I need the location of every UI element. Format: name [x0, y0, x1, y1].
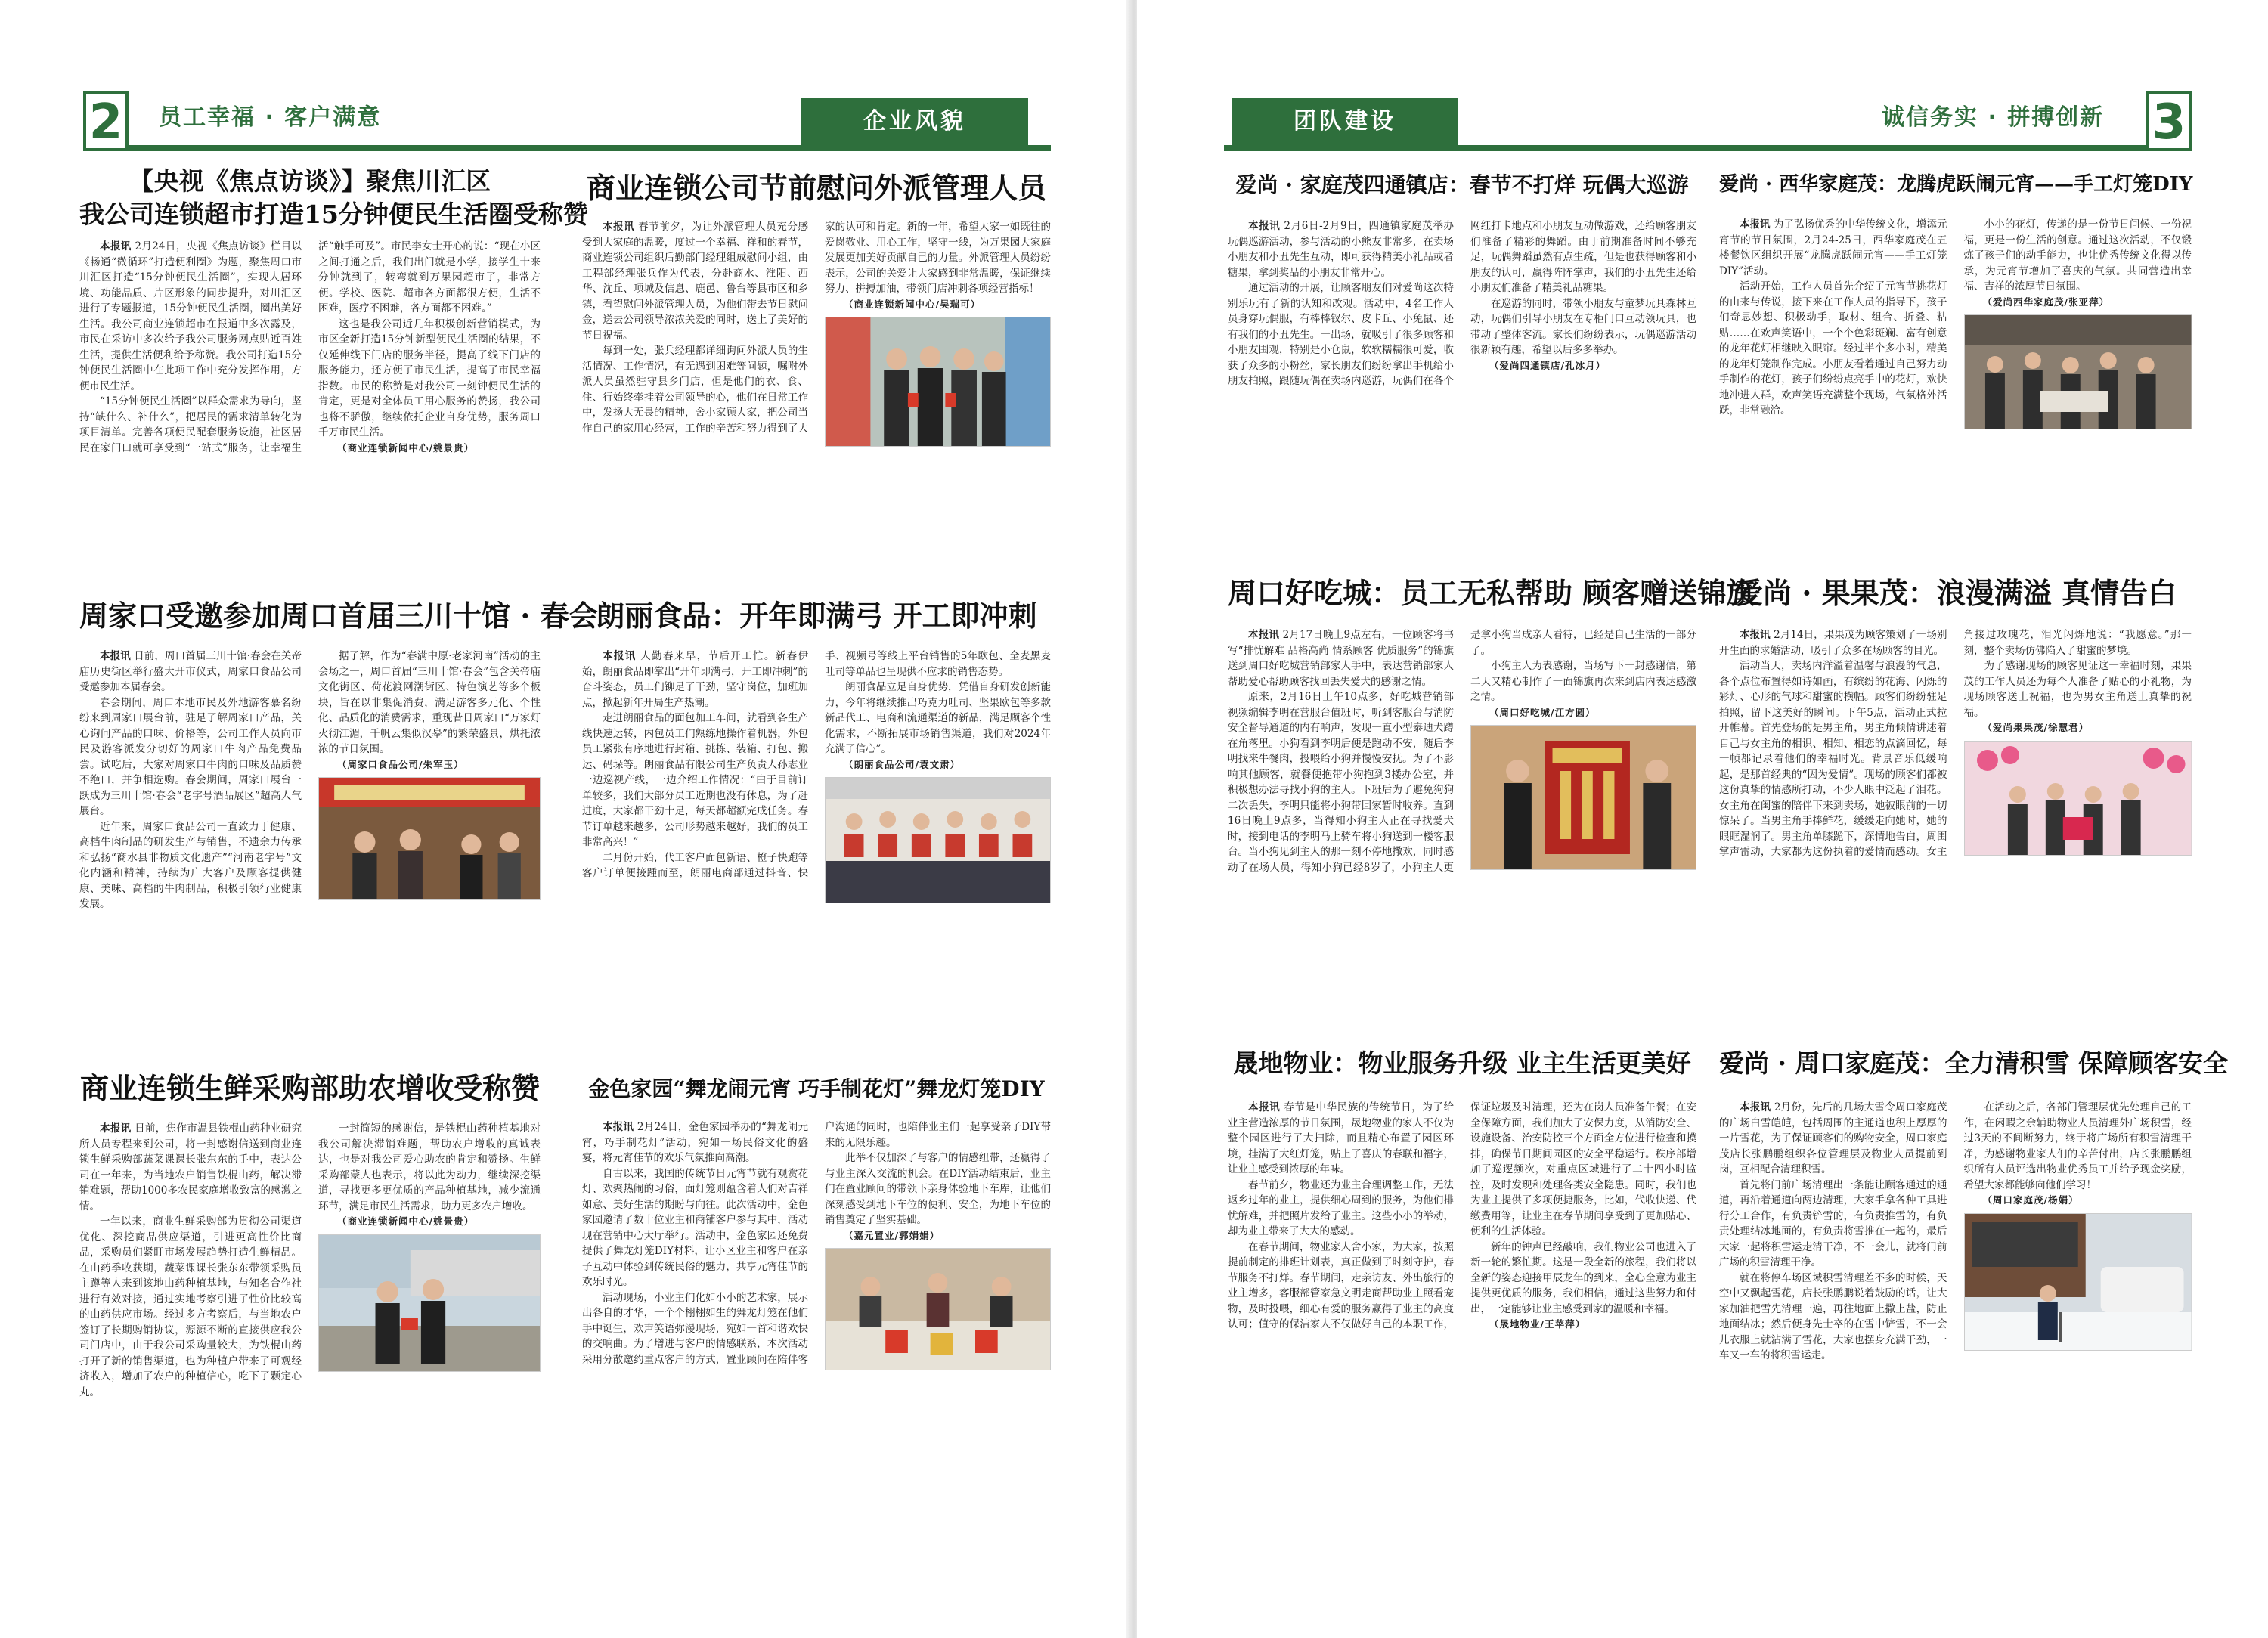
article-body: [1228, 627, 1696, 875]
photo-langli-team: [825, 777, 1051, 903]
paragraph: 春节是中华民族的传统节日，为了给业主营造浓厚的节日氛围，晟地物业的家人不仅为整个园区进行了大扫除，而且精心布置了园区环境，挂满了大红灯笼，贴上了喜庆的春联和福字，让业主感受到浓厚的年味。: [1228, 1101, 1455, 1175]
left-header-bar: [83, 91, 1051, 151]
paragraph: 朗丽食品立足自身优势，凭借自身研发创新能力，今年将继续推出巧克力吐司、坚果欧包等多款新品代工、电商和流通渠道的新品，满足顾客个性化需求，不断拓展市场销售渠道，我们对2024年充满了信心”。: [825, 681, 1051, 755]
paragraph: 此举不仅加深了与客户的情感纽带，还赢得了与业主深入交流的机会。在DIY活动结束后，业主们在置业顾问的带领下亲身体验地下车库，让他们深刻感受到地下车位的便利、安全，为地下车位的销售奠定了坚实基础。: [825, 1152, 1051, 1226]
paragraph: 2月17日晚上9点左右，一位顾客将书写“排忧解难 品格高尚 情系顾客 优质服务”的锦旗送到周口好吃城营销部家人手中，表达营销部家人帮助爱心帮助顾客找回丢失爱犬的感谢之情。: [1228, 629, 1454, 688]
lead-label: 本报讯: [603, 221, 635, 233]
paragraph: 2月6日-2月9日，四通镇家庭茂举办玩偶巡游活动，参与活动的小熊友非常多，在卖场小朋友和小丑先生互动，即可获得精美小礼品或者糖果，拿到奖品的小朋友非常开心。: [1228, 220, 1455, 279]
lead-label: 本报讯: [1740, 1101, 1771, 1113]
photo-zhoukou-booth: [318, 777, 541, 900]
paragraph: 就在将停车场区域积雪清理差不多的时候，天空中又飘起雪花，店长张鹏鹏说着鼓励的话，让大家加油把雪先清理一遍，再往地面上撒上盐，防止地面结冰；然后便身先士卒的在雪中铲雪，不一会儿衣服上就沾满了雪花，大家也摆身充满干劲，一车又一车的将积雪运走。: [1719, 1271, 1947, 1361]
article-aishang-xihua: [1719, 170, 2192, 563]
paragraph: 在巡游的同时，带领小朋友与童梦玩具森林互动，玩偶们引导小朋友在专柜门口互动领玩具，也带动了整体客流。家长们纷纷表示，玩偶巡游活动很新颖有趣，希望以后多多举办。: [1470, 297, 1696, 356]
lead-label: 本报讯: [100, 1122, 132, 1135]
paragraph: 近年来，周家口食品公司一直致力于健康、高档牛肉制品的研发生产与销售，不遗余力传承和弘扬“商水县非物质文化遗产”“河南老字号”文化内涵和精神，持续为广大客户及顾客提供健康、美味、高档的牛肉制品，积极引领行业健康发展。: [79, 820, 302, 910]
article-title: 周家口受邀参加周口首届三川十馆 · 春会: [79, 599, 598, 633]
article-credit: （商业连锁新闻中心/姚景贵）: [337, 1215, 475, 1227]
lead-label: 本报讯: [1740, 218, 1771, 231]
article-aishang-sitong: [1228, 170, 1696, 563]
article-festive-visit: [582, 165, 1051, 565]
right-page: [1137, 0, 2268, 1638]
lead-label: 本报讯: [603, 1121, 634, 1133]
article-kicker: 【央视《焦点访谈》】聚焦川汇区: [129, 166, 491, 196]
photo-snow-clearing: [1964, 1213, 2192, 1351]
article-zhoukou-fair: [79, 597, 598, 1051]
article-credit: （朗丽食品公司/袁文肃）: [844, 758, 961, 770]
paragraph: “15分钟便民生活圈”以群众需求为导向，坚持“缺什么、补什么”，把居民的需求清单转化为项目清单。完善各项便民配套服务设施，社区居民在家门口就可享受到“一站式”服务，让幸福生活“触手可及”。市民李女士开心的说：“现在小区之间打通之后，我们出门就是小学，接学生十来分钟就到了，转弯就到万果园超市了，非常方便。学校、医院、超市各方面都很方便，生活不困难，医疗不困难，各方面都不困难。”: [79, 240, 541, 454]
paragraph: 为了感谢现场的顾客见证这一幸福时刻，果果茂的工作人员还为每个人准备了贴心的小礼物，为现场顾客送上祝福，也为男女主角送上真挚的祝福。: [1963, 660, 2192, 719]
article-title: 商业连锁公司节前慰问外派管理人员: [586, 171, 1046, 205]
left-header-rule: [83, 145, 1051, 151]
article-body: [1228, 218, 1696, 389]
lead-label: 本报讯: [1248, 1101, 1281, 1113]
paragraph: 日前，焦作市温县铁棍山药种业研究所人员专程来到公司，将一封感谢信送到商业连锁生鲜采购部蔬菜课课长张东东的手中，表达公司在一年来，为当地农户销售铁棍山药，解决滞销难题，帮助1000多农民家庭增收致富的感激之情。: [79, 1122, 302, 1212]
paragraph: 在活动之后，各部门管理层优先处理自己的工作，在闲暇之余辅助物业人员清理外广场积雪，经过3天的不间断努力，终于将广场所有积雪清理干净，为感谢物业家人们的辛苦付出，店长张鹏鹏组织所有人员评选出物业优秀员工并给予现金奖励，希望大家都能够向他们学习！: [1963, 1101, 2192, 1191]
lead-label: 本报讯: [603, 650, 637, 662]
article-credit: （商业连锁新闻中心/姚景贵）: [337, 441, 475, 454]
right-page-number: 3: [2146, 91, 2192, 151]
article-credit: （爱尚西华家庭茂/张亚萍）: [1982, 296, 2110, 308]
article-title: 商业连锁生鲜采购部助农增收受称赞: [79, 1071, 540, 1105]
lead-label: 本报讯: [1248, 629, 1280, 641]
lead-label: 本报讯: [1740, 629, 1771, 641]
article-fresh-produce: [79, 1070, 541, 1523]
paragraph: 2月24日，央视《焦点访谈》栏目以《畅通“微循环”打造便利圈》为题，聚焦周口市川汇区打造“15分钟便民生活圈”，实现人居环境、功能品质、片区形象的同步提升，对川汇区进行了专题报道，15分钟便民生活圈，圈出美好生活。我公司商业连锁超市在报道中多次露及，市民在采访中多次给予我公司服务网点贴近百姓生活，提供生活便利给予称赞。我公司打造15分钟便民生活圈中在此项工作中充分发挥作用，方便市民生活。: [79, 240, 302, 392]
paragraph: 2月14日，果果茂为顾客策划了一场别开生面的求婚活动，吸引了众多在场顾客的目光。: [1719, 629, 1947, 657]
right-section-tab: 团队建设: [1232, 98, 1458, 145]
article-title: 爱尚 · 西华家庭茂：龙腾虎跃闹元宵——手工灯笼DIY: [1719, 173, 2193, 196]
paragraph: 活动现场，小业主们化如小小的艺术家，展示出各自的才华，一个个栩栩如生的舞龙灯笼在他们手中诞生，欢声笑语弥漫现场，宛如一首和谐欢快的交响曲。为了增进与客户的情感联系，本次活动采用分散邀约重点客户的方式，置业顾问在陪伴客户沟通的同时，也陪伴业主们一起享受亲子DIY带来的无限乐趣。: [582, 1121, 1051, 1366]
article-jinse: [582, 1070, 1051, 1523]
article-shengdi: [1228, 1047, 1696, 1531]
paragraph: 新年的钟声已经敲响，我们物业公司也进入了新一轮的繁忙期。这是一段全新的旅程，我们将以全新的姿态迎接甲辰龙年的到来，全心全意为业主提供更优质的服务，我们相信，通过这些努力和付出，一定能够让业主感受到家的温暖和幸福。: [1470, 1240, 1696, 1315]
lead-label: 本报讯: [1248, 220, 1281, 232]
article-title: 周口好吃城：员工无私帮助 顾客赠送锦旗: [1228, 576, 1755, 610]
paragraph: 2月24日，金色家园举办的“舞龙闹元宵，巧手制花灯”活动，宛如一场民俗文化的盛宴，将元宵佳节的欢乐气氛推向高潮。: [582, 1121, 809, 1164]
photo-haochi-banner: [1470, 725, 1696, 870]
photo-festive-group: [825, 317, 1051, 447]
article-body: [582, 1119, 1051, 1371]
article-body: [79, 239, 541, 456]
article-body: [1228, 1100, 1696, 1333]
left-page: [0, 0, 1131, 1638]
paragraph: 活动开始，工作人员首先介绍了元宵节挑花灯的由来与传说，接下来在工作人员的指导下，孩子们奇思妙想、积极动手，取材、组合、折叠、粘贴……在欢声笑语中，一个个色彩斑斓、富有创意的龙年花灯相继映入眼帘。经过半个多小时，精美的龙年灯笼制作完成。小朋友看着通过自己努力动手制作的花灯，孩子们纷纷点亮手中的花灯，欢快地冲进人群，欢声笑语充满整个现场，气氛格外活跃，非常融洽。: [1719, 280, 1947, 416]
paragraph: 2月份，先后的几场大雪令周口家庭茂的广场白雪皑皑，包括周围的主通道也积上厚厚的一片雪花，为了保证顾客们的购物安全，周口家庭茂店长张鹏鹏组织各位管理层及物业人员提前到岗，互相配合清理积雪。: [1719, 1101, 1947, 1175]
paragraph: 据了解，作为“春满中原·老家河南”活动的主会场之一，周口首届“三川十馆·春会”包含关帝庙文化街区、荷花渡网潮街区、特色演艺等多个板块，旨在以非集促消费，满足游客多元化、个性化、品质化的消费需求，重现昔日周家口“万家灯火彻江湄，千帆云集似汉皋”的繁荣盛景，烘托浓浓的节日氛围。: [318, 650, 541, 755]
paragraph: 小狗主人为表感谢，当场写下一封感谢信，第二天又精心制作了一面锦旗再次来到店内表达感激之情。: [1470, 660, 1696, 703]
article-zhoukou-jiatingmao: [1719, 1047, 2228, 1531]
photo-jinse-lanterns: [825, 1248, 1051, 1370]
lead-label: 本报讯: [100, 650, 131, 662]
paragraph: 一年以来，商业生鲜采购部为贯彻公司渠道优化、深挖商品供应渠道，引进更高性价比商品，采购员们紧盯市场发展趋势打造生鲜精品。在山药季收获期，蔬菜课课长张东东带领采购员主蹲等人来到该地山药种植基地，与知名合作社进行有效对接，通过实地考察引进了性价比较高的山药供应市场。经过多方考察后，与当地农户签订了长期购销协议，源源不断的直接供应我公司门店中，由于我公司采购量较大，为铁棍山药打开了新的销售渠道，也为种植户带来了可观经济收入，增加了农户的种植信心，吃下了颗定心丸。: [79, 1215, 302, 1398]
article-credit: （晟地物业/王苹萍）: [1489, 1318, 1586, 1330]
paragraph: 自古以来，我国的传统节日元宵节就有观赏花灯、欢聚热闹的习俗，面灯笼则蕴含着人们对吉祥如意、美好生活的期盼与向往。此次活动中，金色家园邀请了数十位业主和商铺客户参与其中，活动现在营销中心大厅举行。活动中，金色家园还免费提供了舞龙灯笼DIY材料，让小区业主和客户在亲子互动中体验到传统民俗的魅力，共享元宵佳节的欢乐时光。: [582, 1167, 808, 1288]
article-title: 我公司连锁超市打造15分钟便民生活圈受称赞: [79, 200, 588, 229]
paragraph: 活动当天，卖场内洋溢着温馨与浪漫的气息，各个点位布置得如诗如画，有缤纷的花海、闪烁的彩灯、心形的气球和甜蜜的横幅。顾客们纷纷驻足拍照，留下这美好的瞬间。下午5点，活动正式拉开帷幕。首先登场的是男主角，男主角倾情讲述着自己与女主角的相识、相知、相恋的点滴回忆，每一帧都记录着他们的幸福时光。背景音乐低缓响起，是那首经典的“因为爱情”。现场的顾客们都被这份真挚的情感所打动，不少人眼中泛起了泪花。女主角在闺蜜的陪伴下来到卖场，她被眼前的一切惊呆了。当男主角手捧鲜花，缓缓走向她时，她的眼眶湿润了。男主角单膝跪下，深情地告白，周围掌声雷动，大家都为这份执着的爱情而感动。女主角接过玫瑰花，泪光闪烁地说：“我愿意。”那一刻，整个卖场仿佛陷入了甜蜜的梦境。: [1719, 629, 2192, 858]
paragraph: 这也是我公司近几年积极创新营销模式，为市区全新打造15分钟新型便民生活圈的结果，不仅延伸线下门店的服务半径，提高了线下门店的服务能力，还方便了市民生活，提高了市民幸福指数。市民的称赞是对我公司一刻钟便民生活的肯定，更是对全体员工用心服务的赞扬，我公司也将不骄傲，继续依托企业自身优势，服务周口千万市民生活。: [318, 317, 541, 438]
right-slogan: 诚信务实 · 拼搏创新: [1882, 104, 2105, 131]
article-credit: （嘉元置业/郭娟娟）: [844, 1229, 940, 1241]
left-section-tab: 企业风貌: [801, 98, 1028, 145]
paragraph: 首先将门前广场清理出一条能让顾客通过的通道，再沿着通道向两边清理，大家手拿各种工具进行分工合作，有负责铲雪的，有负责推雪的，有负责处理结冰地面的，有负责将雪推在一起的，最后大家一起将积雪运走清干净，不一会儿，就将门前广场的积雪清理干净。: [1719, 1178, 1947, 1268]
photo-fresh-letter: [318, 1234, 541, 1372]
article-credit: （爱尚四通镇店/孔冰月）: [1489, 359, 1606, 371]
article-body: [1719, 217, 2192, 429]
article-credit: （周口好吃城/江方圆）: [1489, 706, 1596, 718]
article-credit: （周家口食品公司/朱军玉）: [337, 758, 464, 770]
article-body: [79, 1121, 541, 1400]
photo-xihua-lanterns: [1964, 314, 2192, 429]
article-credit: （爱尚果果茂/徐慧君）: [1982, 722, 2090, 733]
paragraph: 每到一处，张兵经理都详细询问外派人员的生活情况、工作情况，有无遇到困难等问题，嘱咐外派人员虽然驻守县乡门店，但是他们的衣、食、住、行始终牵挂着公司领导的心，他们在日常工作中，发扬大无畏的精神，舍小家顾大家，把公司当作自己的家用心经营，工作的辛苦和努力得到了大家的认可和肯定。新的一年，希望大家一如既往的爱岗敬业、用心工作，坚守一线，为万果园大家庭发展更加美好贡献自己的力量。外派管理人员纷纷表示，公司的关爱让大家感到非常温暖，保证继续努力、拼搏加油，带领门店冲刺各项经营指标！: [582, 221, 1051, 435]
paragraph: 日前，周口首届三川十馆·春会在关帝庙历史街区举行盛大开市仪式，周家口食品公司受邀参加本届春会。: [79, 650, 302, 693]
right-header-rule: [1224, 145, 2192, 151]
article-langli: [582, 597, 1051, 1051]
paragraph: 人勤春来早，节后开工忙。新春伊始，朗丽食品即掌出“开年即满弓，开工即冲刺”的奋斗姿态，员工们铆足了干劲，坚守岗位，加班加点，掀起新年开局生产热潮。: [582, 650, 809, 709]
article-body: [79, 649, 541, 912]
right-header-bar: [1224, 91, 2192, 151]
paragraph: 在春节期间，物业家人舍小家，为大家，按照提前制定的排班计划表，真正做到了时刻守护，春节服务不打烊。春节期间，走亲访友、外出旅行的业主增多，客服部管家急文明走商帮助业主照看宠物，及时投喂，细心有爱的服务赢得了业主的高度认可；值守的保洁家人不仅做好自己的本职工作，保证垃圾及时清理，还为在岗人员准备午餐；在安全保障方面，我们加大了安保力度，从消防安全、设施设备、治安防控三个方面全方位进行检查和摸排，确保节日期间园区的安全平稳运行。秩序部增加了巡逻频次，对重点区域进行了二十四小时监控，及时发现和处理各类安全隐患。同时，我们也为业主提供了多项便捷服务，比如，代收快递、代缴费用等，让业主在春节期间享受到了更加贴心、便利的生活体验。: [1228, 1101, 1696, 1330]
article-title: 金色家园“舞龙闹元宵 巧手制花灯”舞龙灯笼DIY: [588, 1076, 1045, 1101]
article-body: [582, 219, 1051, 447]
article-title: 晟地物业：物业服务升级 业主生活更美好: [1233, 1048, 1691, 1078]
paragraph: 二月份开始，代工客户面包新语、橙子快跑等客户订单便接踵而至，朗丽电商部通过抖音、快手、视频号等线上平台销售的5年欧包、全麦黑麦吐司等单品也呈现供不应求的销售态势。: [582, 650, 1051, 879]
paragraph: 通过活动的开展，让顾客朋友们对爱尚这次特别乐玩有了新的认知和改观。活动中，4名工作人员身穿玩偶服，有棒棒钗尔、皮卡丘、小兔鼠、还有我们的小丑先生。一出场，就吸引了很多顾客和小朋友围观，特别是小仓鼠，软软糯糯很可爱，收获了众多的小粉丝，家长朋友们纷纷拿出手机给小朋友拍照，跟随玩偶在卖场内巡游，玩偶们在各个网红打卡地点和小朋友互动做游戏，还给顾客朋友们准备了精彩的舞蹈。由于前期准备时间不够充足，玩偶舞蹈虽然有点生疏，但是也获得顾客和小朋友的认可，赢得阵阵掌声，我们的小丑先生还给小朋友们准备了精美礼品糖果。: [1228, 220, 1696, 387]
article-cctv: [79, 165, 588, 565]
paragraph: 为了弘扬优秀的中华传统文化，增添元宵节的节日氛围，2月24-25日，西华家庭茂在五楼餐饮区组织开展“龙腾虎跃闹元宵——手工灯笼DIY”活动。: [1719, 218, 1947, 277]
left-slogan: 员工幸福 · 客户满意: [159, 104, 382, 131]
article-guoguomao: [1719, 574, 2192, 1020]
article-title: 爱尚 · 果果茂：浪漫满溢 真情告白: [1734, 576, 2177, 610]
article-body: [1719, 1100, 2192, 1364]
article-credit: （商业连锁新闻中心/吴瑞可）: [844, 298, 981, 310]
lead-label: 本报讯: [100, 240, 132, 252]
paragraph: 春会期间，周口本地市民及外地游客慕名纷纷来到周家口展台前，驻足了解周家口产品，关心询问产品的口味、价格等，公司工作人员向市民及游客派发分切好的周家口牛肉产品免费品尝。试吃后，大家对周家口牛肉的口味及品质赞不绝口，并争相选购。春会期间，周家口展台一跃成为三川十馆·春会“老字号酒品展区”超高人气展台。: [79, 696, 302, 817]
article-body: [582, 649, 1051, 903]
paragraph: 春节前夕，物业还为业主合理调整工作，无法返乡过年的业主，提供细心周到的服务，为他们排忧解难，并把照片发给了业主。这些小小的举动，却为业主带来了大大的感动。: [1228, 1178, 1454, 1237]
article-title: 朗丽食品：开年即满弓 开工即冲刺: [596, 599, 1037, 633]
paragraph: 原来，2月16日上午10点多，好吃城营销部视频编辑李明在营服台值班时，听到客服台与消防安全督导通道的内有响声，发现一直小型泰迪犬蹲在角落里。小狗看到李明后便是跑动不安，随后李明找来牛餐肉，投喂给小狗并慢慢安抚。为了不影响其他顾客，就餐便抱带小狗抱到3楼办公室，并积极想办法寻找小狗的主人。下班后为了避免狗狗二次丢失，李明只能将小狗带回家暂时收养。直到16日晚上9点多，当得知小狗主人正在寻找爱犬时，接到电话的李明马上骑车将小狗送到一楼客服台。当小狗见到主人的那一刻不停地撒欢，同时感动了在场人员，得知小狗已经8岁了，小狗主人更是拿小狗当成亲人看待，已经是自己生活的一部分了。: [1228, 629, 1696, 874]
article-title: 爱尚 · 家庭茂四通镇店：春节不打烊 玩偶大巡游: [1235, 172, 1689, 197]
article-title: 爱尚 · 周口家庭茂：全力清积雪 保障顾客安全: [1719, 1048, 2228, 1078]
article-haochi: [1228, 574, 1755, 1020]
left-page-number: 2: [83, 91, 129, 151]
photo-guoguomao-proposal: [1964, 741, 2192, 856]
paragraph: 小小的花灯，传递的是一份节日问候、一份祝福，更是一份生活的创意。通过这次活动，不仅锻炼了孩子们的动手能力，也让优秀传统文化得以传承，为元宵节增加了喜庆的气氛。共同营造出幸福、吉祥的浓厚节日氛围。: [1963, 218, 2192, 293]
paragraph: 春节前夕，为让外派管理人员充分感受到大家庭的温暖，度过一个幸福、祥和的春节，商业连锁公司组织后勤部门经理组成慰问小组，由工程部经理张兵作为代表，分赴商水、淮阳、西华、沈丘、项城及信息、鹿邑、鲁台等县市区和乡镇，看望慰问外派管理人员，为他们带去节日慰问金，送去公司领导浓浓关爱的同时，送上了美好的节日祝福。: [582, 221, 809, 342]
paragraph: 一封简短的感谢信，是铁棍山药种植基地对我公司解决滞销难题，帮助农户增收的真诚表达，也是对我公司爱心助农的肯定和赞扬。生鲜采购部蒙人也表示，将以此为动力，继续深挖渠道，寻找更多更优质的产品种植基地，减少流通环节，满足市民生活需求，助力更多农户增收。: [318, 1122, 541, 1212]
article-credit: （周口家庭茂/杨娟）: [1982, 1194, 2079, 1206]
article-body: [1719, 627, 2192, 860]
paragraph: 走进朗丽食品的面包加工车间，就看到各生产线快速运转，内包员工们熟练地操作着机器，外包员工紧张有序地进行封箱、挑拣、装箱、打包、搬运、码垛等。朗丽食品有限公司生产负责人孙志业一边巡视产线，一边介绍工作情况：“由于目前订单较多，我们大部分员工近期也没有休息，为了赶进度，大家都干劲十足，每天都超额完成任务。春节订单越来越多，公司形势越来越好，我们的员工非常高兴！”: [582, 712, 808, 848]
